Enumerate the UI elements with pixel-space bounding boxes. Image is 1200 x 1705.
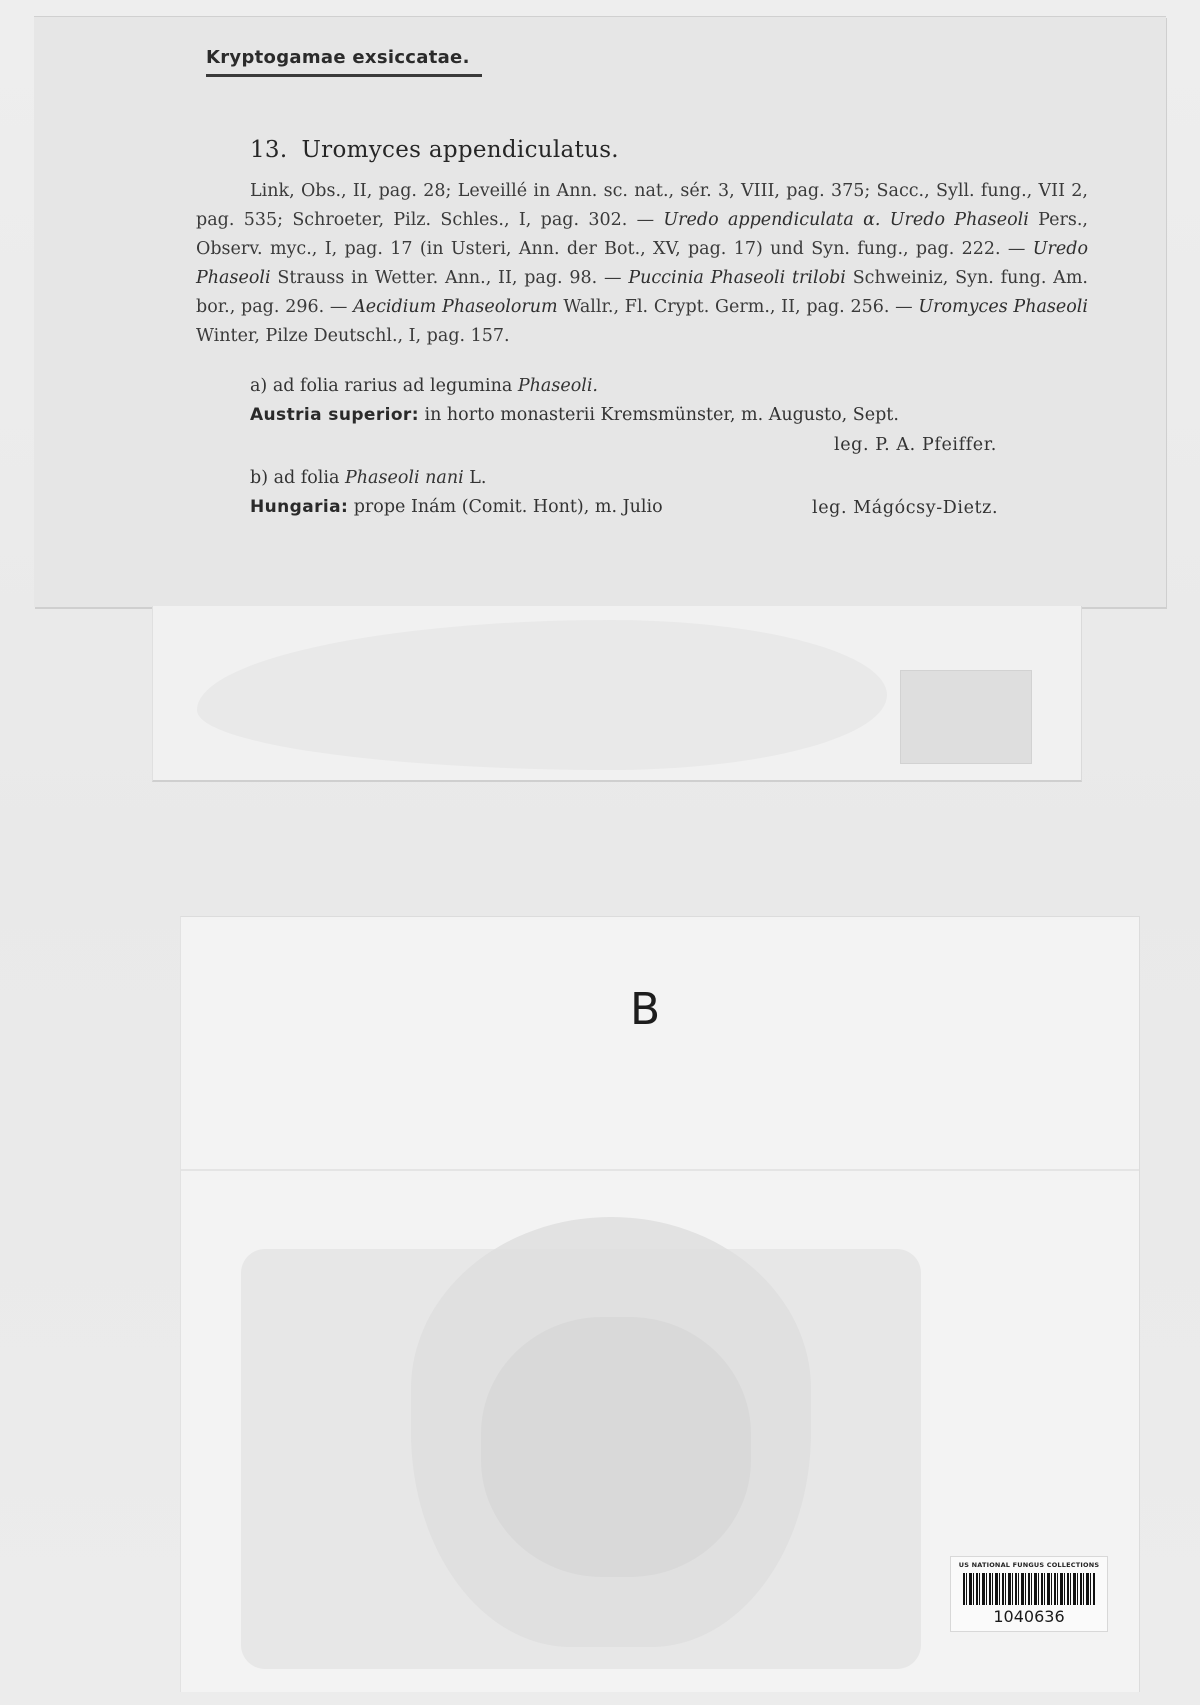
exsiccata-number: 13.: [250, 137, 288, 163]
series-header: Kryptogamae exsiccatae.: [206, 47, 482, 77]
entry-a-substrate: a) ad folia rarius ad legumina Phaseoli.: [250, 376, 598, 396]
entry-b-region: Hungaria:: [250, 497, 349, 517]
species-title: [250, 137, 619, 163]
entry-a-locality: Austria superior: in horto monasterii Kremsmünster, m. Augusto, Sept.: [250, 405, 899, 425]
species-name: Uromyces appendiculatus.: [301, 137, 619, 163]
leaf-specimen-inner: [481, 1317, 751, 1577]
citation-text: Winter, Pilze Deutschl., I, pag. 157.: [196, 326, 510, 346]
packet-slip: [900, 670, 1032, 764]
printed-label: [34, 16, 1166, 607]
citation-text: Wallr., Fl. Crypt. Germ., II, pag. 256. —: [557, 297, 919, 317]
entry-b-locality: Hungaria: prope Inám (Comit. Hont), m. Julio: [250, 497, 663, 517]
entry-b-substrate: b) ad folia Phaseoli nani L.: [250, 468, 487, 488]
entry-a-region: Austria superior:: [250, 405, 419, 425]
synonym-name: Uredo Phaseoli: [196, 239, 1088, 288]
entry-a-host: Phaseoli.: [517, 376, 598, 396]
synonym-name: Uredo appendiculata α. Uredo Phaseoli: [663, 210, 1029, 230]
synonym-name: Puccinia Phaseoli trilobi: [628, 268, 846, 288]
citation-text: Schweiniz, Syn. fung. Am. bor., pag. 296. —: [196, 268, 1088, 317]
citation-text: Strauss in Wetter. Ann., II, pag. 98. —: [270, 268, 629, 288]
envelope-flap-fold: [181, 1169, 1139, 1171]
specimen-packet-top: [152, 606, 1082, 782]
specimen-shadow: [197, 620, 887, 770]
citation-text: Pers., Observ. myc., I, pag. 17 (in Usteri, Ann. der Bot., XV, pag. 17) und Syn. fung., pag. 222. —: [196, 210, 1088, 259]
barcode-sticker: [950, 1556, 1108, 1632]
entry-a-collector: leg. P. A. Pfeiffer.: [834, 435, 997, 455]
entry-b-host: Phaseoli nani: [345, 468, 464, 488]
envelope-mark: B: [630, 984, 661, 1035]
barcode-icon: [963, 1573, 1095, 1605]
collection-name: US NATIONAL FUNGUS COLLECTIONS: [958, 1561, 1100, 1569]
synonym-name: Uromyces Phaseoli: [918, 297, 1088, 317]
citation-text: Link, Obs., II, pag. 28; Leveillé in Ann. sc. nat., sér. 3, VIII, pag. 375; Sacc., Syll. fung., VII 2, pag. 535; Schroeter, Pilz. Schles., I, pag. 302. —: [196, 181, 1088, 230]
synonym-name: Aecidium Phaseolorum: [353, 297, 558, 317]
synonymy-citation: [196, 177, 1088, 351]
accession-number: 1040636: [993, 1607, 1065, 1626]
entry-b-collector: leg. Mágócsy-Dietz.: [812, 498, 999, 518]
